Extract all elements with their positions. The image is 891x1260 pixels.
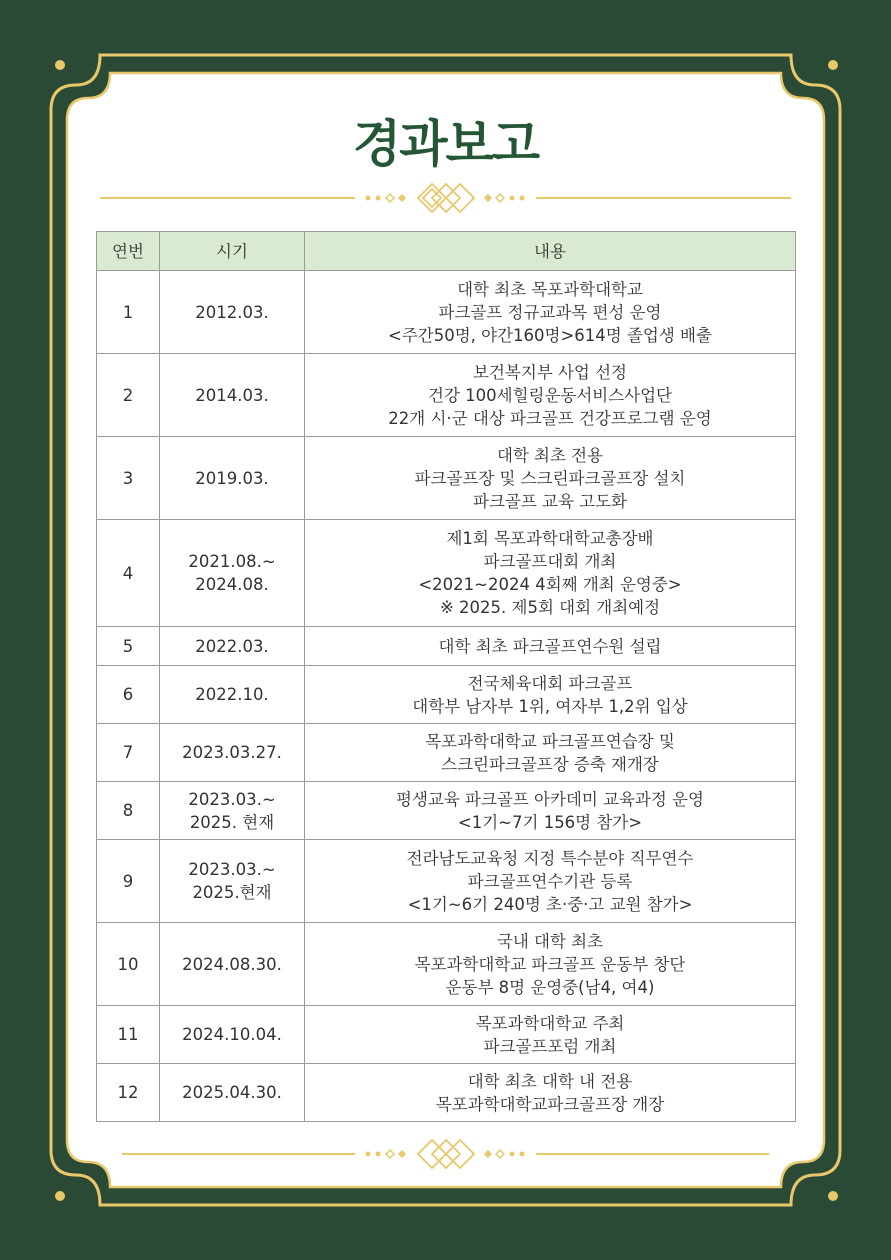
row-number: 11 bbox=[97, 1006, 160, 1064]
date-line: 2022.03. bbox=[195, 636, 269, 656]
row-date bbox=[160, 520, 305, 627]
table-row bbox=[97, 782, 796, 840]
row-number: 4 bbox=[97, 520, 160, 627]
content-line: 목포과학대학교 파크골프 운동부 창단 bbox=[414, 954, 686, 974]
date-line: 2023.03.27. bbox=[182, 743, 282, 762]
row-number: 3 bbox=[97, 437, 160, 520]
row-content bbox=[305, 520, 796, 627]
content-line: 스크린파크골프장 증축 재개장 bbox=[441, 754, 659, 774]
content-line: <주간50명, 야간160명>614명 졸업생 배출 bbox=[388, 325, 712, 345]
content-line: 국내 대학 최초 bbox=[496, 931, 604, 951]
row-content bbox=[305, 840, 796, 923]
content-line: <2021~2024 4회째 개최 운영중> bbox=[418, 575, 682, 594]
table-row bbox=[97, 437, 796, 520]
content-line: <1기~6기 240명 초·중·고 교원 참가> bbox=[407, 894, 693, 914]
table-row bbox=[97, 724, 796, 782]
content-line: 대학부 남자부 1위, 여자부 1,2위 입상 bbox=[412, 696, 688, 716]
date-line: 2025.04.30. bbox=[182, 1083, 282, 1102]
row-number: 7 bbox=[97, 724, 160, 782]
row-content bbox=[305, 666, 796, 724]
date-line: 2024.10.04. bbox=[182, 1025, 282, 1044]
row-date bbox=[160, 271, 305, 354]
row-number: 8 bbox=[97, 782, 160, 840]
date-line: 2014.03. bbox=[195, 385, 269, 405]
row-date bbox=[160, 1064, 305, 1122]
row-date bbox=[160, 782, 305, 840]
content-line: 목포과학대학교파크골프장 개장 bbox=[435, 1094, 665, 1114]
content-line: <1기~7기 156명 참가> bbox=[457, 812, 643, 832]
date-line: 2023.03.~ bbox=[188, 789, 276, 809]
content-line: 운동부 8명 운영중(남4, 여4) bbox=[445, 977, 655, 997]
content-line: 평생교육 파크골프 아카데미 교육과정 운영 bbox=[396, 789, 704, 809]
row-number: 2 bbox=[97, 354, 160, 437]
table-row bbox=[97, 271, 796, 354]
row-content bbox=[305, 923, 796, 1006]
content-line: 파크골프 정규교과목 편성 운영 bbox=[438, 302, 662, 322]
content-line: 목포과학대학교 주최 bbox=[475, 1013, 625, 1033]
row-number: 1 bbox=[97, 271, 160, 354]
content-line: 파크골프대회 개최 bbox=[483, 552, 617, 571]
row-content bbox=[305, 437, 796, 520]
row-number: 12 bbox=[97, 1064, 160, 1122]
row-date bbox=[160, 923, 305, 1006]
content-line: 건강 100세힐링운동서비스사업단 bbox=[428, 385, 672, 405]
header-date: 시기 bbox=[160, 232, 305, 271]
table-row bbox=[97, 1064, 796, 1122]
table-row bbox=[97, 923, 796, 1006]
row-number: 9 bbox=[97, 840, 160, 923]
row-number: 5 bbox=[97, 627, 160, 666]
date-line: 2025. 현재 bbox=[189, 812, 275, 832]
row-date bbox=[160, 666, 305, 724]
row-date bbox=[160, 627, 305, 666]
row-date bbox=[160, 724, 305, 782]
table-row bbox=[97, 1006, 796, 1064]
content-line: 전라남도교육청 지정 특수분야 직무연수 bbox=[406, 848, 694, 868]
content-line: 전국체육대회 파크골프 bbox=[467, 673, 633, 693]
row-date bbox=[160, 354, 305, 437]
date-line: 2021.08.~ bbox=[188, 552, 276, 571]
row-content bbox=[305, 782, 796, 840]
content-line: 22개 시·군 대상 파크골프 건강프로그램 운영 bbox=[388, 408, 712, 428]
content-line: 파크골프포럼 개최 bbox=[483, 1036, 617, 1056]
row-number: 6 bbox=[97, 666, 160, 724]
row-date bbox=[160, 437, 305, 520]
content-line: ※ 2025. 제5회 대회 개최예정 bbox=[439, 598, 661, 617]
content-line: 파크골프연수기관 등록 bbox=[467, 871, 633, 891]
header-no: 연번 bbox=[97, 232, 160, 271]
date-line: 2023.03.~ bbox=[188, 860, 276, 879]
row-content bbox=[305, 1064, 796, 1122]
history-table bbox=[96, 231, 796, 1122]
ornament-divider-top bbox=[0, 178, 891, 218]
content-line: 목포과학대학교 파크골프연습장 및 bbox=[425, 731, 675, 751]
row-date bbox=[160, 1006, 305, 1064]
date-line: 2019.03. bbox=[195, 468, 269, 488]
table-header-row bbox=[97, 232, 796, 271]
row-number: 10 bbox=[97, 923, 160, 1006]
date-line: 2024.08. bbox=[195, 575, 269, 594]
table-row bbox=[97, 520, 796, 627]
content-line: 대학 최초 대학 내 전용 bbox=[467, 1071, 633, 1091]
content-line: 대학 최초 전용 bbox=[496, 445, 604, 465]
content-line: 대학 최초 목포과학대학교 bbox=[457, 279, 643, 299]
row-content bbox=[305, 354, 796, 437]
content-line: 보건복지부 사업 선정 bbox=[473, 362, 627, 382]
page-title: 경과보고 bbox=[352, 115, 539, 173]
table-row bbox=[97, 666, 796, 724]
row-content bbox=[305, 271, 796, 354]
date-line: 2022.10. bbox=[195, 685, 269, 704]
date-line: 2024.08.30. bbox=[182, 954, 282, 974]
row-content bbox=[305, 724, 796, 782]
table-row bbox=[97, 354, 796, 437]
table-row bbox=[97, 627, 796, 666]
ornament-divider-bottom bbox=[0, 1134, 891, 1174]
header-content: 내용 bbox=[305, 232, 796, 271]
date-line: 2025.현재 bbox=[192, 883, 272, 902]
content-line: 파크골프장 및 스크린파크골프장 설치 bbox=[414, 468, 686, 488]
row-date bbox=[160, 840, 305, 923]
table-row bbox=[97, 840, 796, 923]
row-content bbox=[305, 1006, 796, 1064]
content-line: 파크골프 교육 고도화 bbox=[473, 491, 627, 511]
date-line: 2012.03. bbox=[195, 302, 269, 322]
content-line: 대학 최초 파크골프연수원 설립 bbox=[438, 636, 662, 656]
content-line: 제1회 목포과학대학교총장배 bbox=[446, 529, 654, 548]
row-content bbox=[305, 627, 796, 666]
